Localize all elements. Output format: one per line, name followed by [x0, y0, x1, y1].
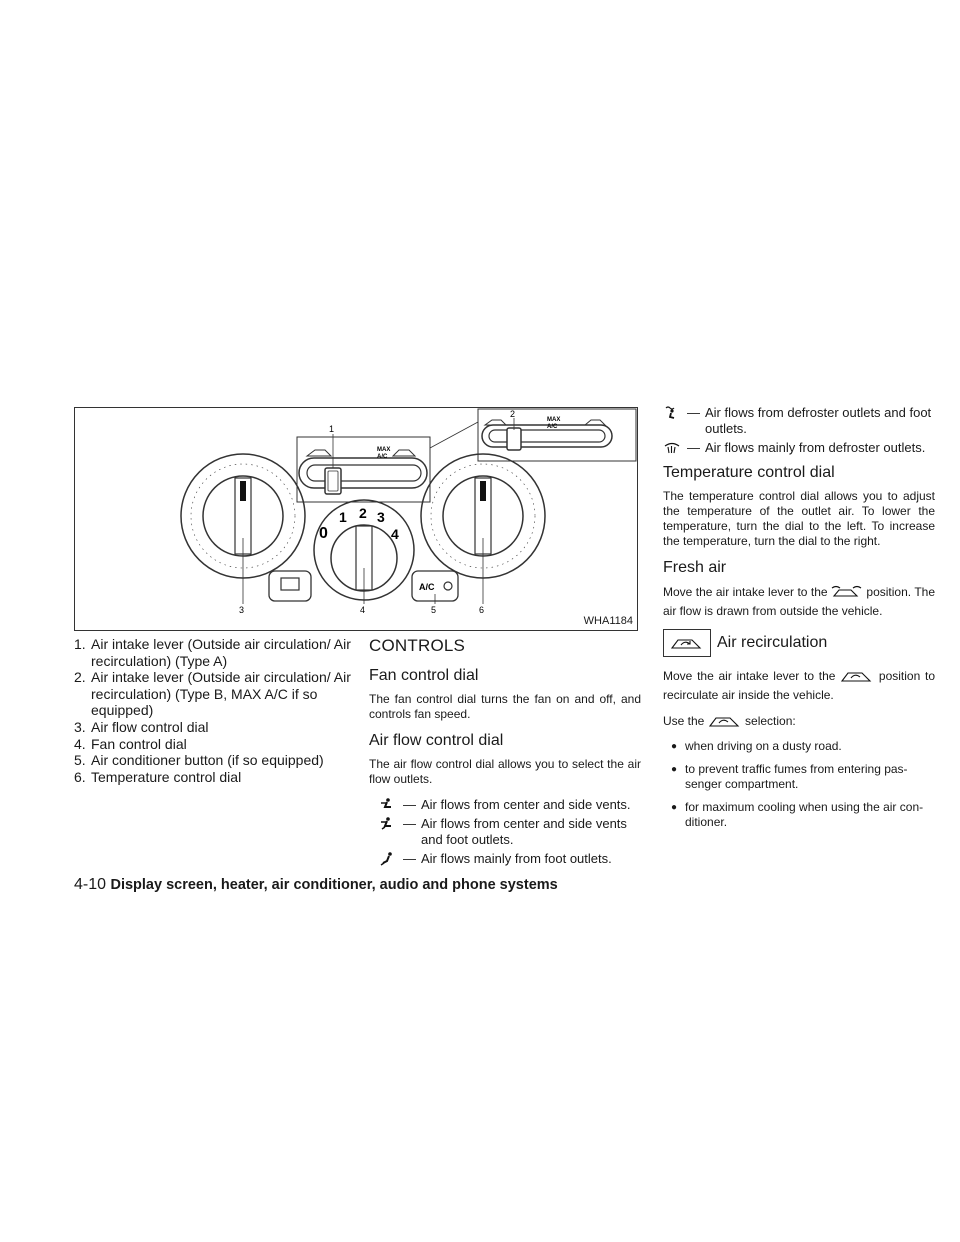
recirculation-inline-icon [840, 668, 874, 688]
fan-speed-4: 4 [391, 526, 399, 542]
figure-legend [74, 636, 364, 785]
callout-6: 6 [479, 605, 485, 615]
controls-heading: CONTROLS [369, 636, 466, 655]
fan-speed-2: 2 [359, 505, 367, 521]
list-item: ● to prevent traffic fumes from entering pas- senger compartment. [663, 762, 935, 792]
legend-item: 4. Fan control dial [74, 735, 187, 752]
airflow-dial-text: The air flow control dial allows you to select the air flow outlets. [369, 757, 641, 786]
recirculation-icon-box [663, 629, 711, 657]
bilevel-icon [379, 816, 403, 832]
rear-defrost-button-drawing [269, 571, 311, 601]
callout-1: 1 [329, 424, 335, 434]
callout-4: 4 [360, 605, 366, 615]
bullet-icon: ● [671, 802, 678, 813]
max-label-a: MAX [377, 447, 391, 453]
fan-speed-3: 3 [377, 509, 385, 525]
ac-label-a: A/C [377, 454, 388, 460]
bullet-icon: ● [671, 741, 678, 752]
bullet-icon: ● [671, 764, 678, 775]
fresh-air-text: Move the air intake lever to the position. The air flow is drawn from outside the vehicle. [663, 585, 935, 618]
ac-label-b: A/C [547, 424, 558, 430]
ac-button-drawing [412, 571, 458, 615]
callout-2: 2 [510, 409, 516, 419]
callout-3: 3 [239, 605, 245, 615]
page-footer [74, 876, 558, 894]
chapter-title: Display screen, heater, air conditioner, audio and phone systems [110, 877, 558, 893]
hvac-panel-drawing [75, 408, 637, 630]
airflow-dial-heading: Air flow control dial [369, 732, 504, 749]
airflow-dial [181, 454, 305, 615]
controls-section [369, 636, 641, 870]
fan-dial-text: The fan control dial turns the fan on and off, and controls fan speed. [369, 692, 641, 721]
legend-item: 5. Air conditioner button (if so equipped) [74, 752, 324, 769]
recirculation-use-text: Use the selection: [663, 713, 935, 733]
recirculation-heading: Air recirculation [717, 634, 828, 651]
intake-lever-type-a [297, 424, 430, 502]
temperature-dial-text: The temperature control dial allows you to adjust the temperature of the outlet air. To lower the temperature, turn the dial to the left. To increase the temperature, turn the dial to the right. [663, 489, 935, 548]
airflow-mode-foot: — Air flows mainly from foot outlets. [369, 851, 641, 867]
max-label-b: MAX [547, 417, 561, 423]
page-number: 4-10 [74, 876, 107, 893]
temperature-dial-heading: Temperature control dial [663, 464, 835, 481]
airflow-mode-bilevel: — Air flows from center and side vents and foot outlets. [369, 816, 641, 848]
fresh-air-heading: Fresh air [663, 559, 727, 576]
fresh-air-icon [831, 584, 863, 604]
foot-icon [379, 851, 403, 867]
recirculation-text: Move the air intake lever to the position to recirculate air inside the vehicle. [663, 669, 935, 702]
list-item: ● for maximum cooling when using the air con- ditioner. [663, 800, 935, 830]
temperature-dial [421, 454, 545, 615]
fan-dial-heading: Fan control dial [369, 667, 479, 684]
airflow-mode-foot-defrost: — Air flows from defroster outlets and foot outlets. [663, 405, 935, 437]
fan-dial [314, 500, 414, 615]
airflow-mode-defrost: — Air flows mainly from defroster outlets. [663, 440, 935, 456]
recirculation-heading-row [663, 629, 935, 657]
airflow-mode-vent: — Air flows from center and side vents. [369, 797, 641, 813]
legend-item: 6. Temperature control dial [74, 768, 242, 785]
controls-illustration [74, 407, 638, 631]
vent-icon [379, 797, 403, 813]
intake-lever-type-b [430, 409, 636, 461]
legend-item: 1. Air intake lever (Outside air circulation/ Air recirculation) (Type A) [74, 636, 351, 669]
list-item: ● when driving on a dusty road. [663, 739, 935, 754]
recirculation-inline-icon [708, 713, 742, 733]
fan-speed-1: 1 [339, 509, 347, 525]
legend-item: 2. Air intake lever (Outside air circulation/ Air recirculation) (Type B, MAX A/C if so equipped) [74, 669, 351, 719]
callout-5: 5 [431, 605, 437, 615]
legend-item: 3. Air flow control dial [74, 718, 209, 735]
ac-button-label: A/C [419, 582, 435, 592]
fan-speed-0: 0 [319, 525, 328, 542]
right-column [663, 405, 935, 838]
recirculation-icon [669, 634, 705, 652]
defrost-icon [663, 440, 687, 456]
foot-defrost-icon [663, 405, 687, 421]
figure-code: WHA1184 [583, 615, 633, 627]
